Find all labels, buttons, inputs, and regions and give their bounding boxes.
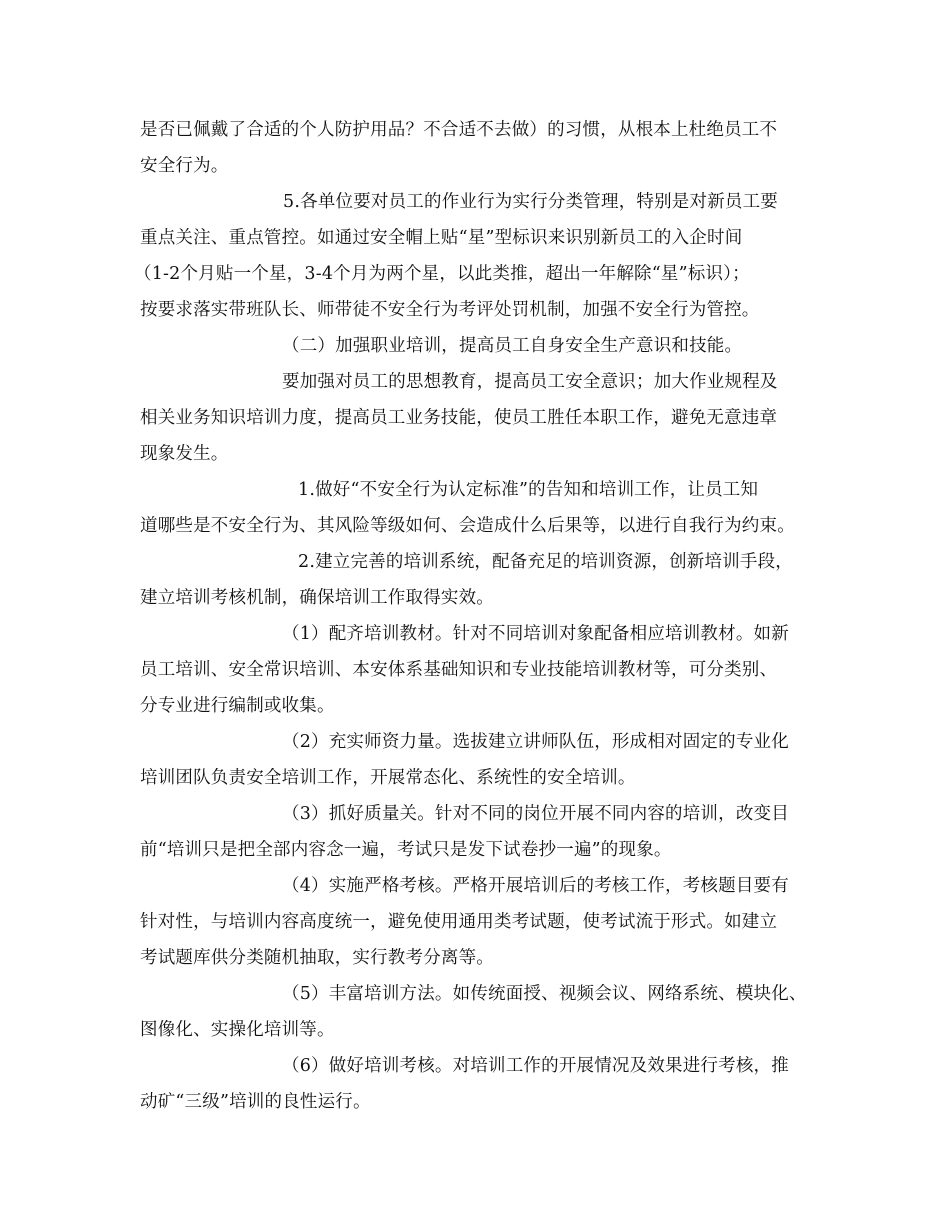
text-line: 重点关注、重点管控。如通过安全帽上贴“星”型标识来识别新员工的入企时间 — [140, 228, 743, 248]
text-line: （1-2个月贴一个星，3-4个月为两个星，以此类推，超出一年解除“星”标识）； — [134, 264, 750, 284]
text-line: （2）充实师资力量。选拔建立讲师队伍，形成相对固定的专业化 — [282, 732, 789, 752]
text-line: 针对性，与培训内容高度统一，避免使用通用类考试题，使考试流于形式。如建立 — [140, 912, 778, 932]
text-line: 图像化、实操化培训等。 — [140, 1020, 335, 1040]
text-line: 安全行为。 — [140, 156, 229, 176]
text-line: 考试题库供分类随机抽取，实行教考分离等。 — [140, 948, 494, 968]
text-line: 前“培训只是把全部内容念一遍，考试只是发下试卷抄一遍”的现象。 — [140, 840, 672, 860]
text-line: 相关业务知识培训力度，提高员工业务技能，使员工胜任本职工作，避免无意违章 — [140, 408, 778, 428]
section-heading: （二）加强职业培训，提高员工自身安全生产意识和技能。 — [282, 336, 743, 356]
text-line: 是否已佩戴了合适的个人防护用品？不合适不去做）的习惯，从根本上杜绝员工不 — [140, 120, 778, 140]
text-line: 1.做好“不安全行为认定标准”的告知和培训工作，让员工知 — [298, 480, 759, 500]
text-line: 分专业进行编制或收集。 — [140, 696, 335, 716]
text-line: 员工培训、安全常识培训、本安体系基础知识和专业技能培训教材等，可分类别、 — [140, 660, 778, 680]
text-line: 建立培训考核机制，确保培训工作取得实效。 — [140, 588, 494, 608]
text-line: （1）配齐培训教材。针对不同培训对象配备相应培训教材。如新 — [282, 624, 789, 644]
text-line: 按要求落实带班队长、师带徒不安全行为考评处罚机制，加强不安全行为管控。 — [140, 300, 760, 320]
text-line: （5）丰富培训方法。如传统面授、视频会议、网络系统、模块化、 — [282, 984, 807, 1004]
text-line: 道哪些是不安全行为、其风险等级如何、会造成什么后果等，以进行自我行为约束。 — [140, 516, 795, 536]
text-line: 2.建立完善的培训系统，配备充足的培训资源，创新培训手段， — [298, 552, 793, 572]
text-line: 5.各单位要对员工的作业行为实行分类管理，特别是对新员工要 — [283, 192, 778, 212]
text-line: （4）实施严格考核。严格开展培训后的考核工作，考核题目要有 — [282, 876, 789, 896]
text-line: 要加强对员工的思想教育，提高员工安全意识；加大作业规程及 — [282, 372, 778, 392]
text-line: （6）做好培训考核。对培训工作的开展情况及效果进行考核，推 — [282, 1056, 789, 1076]
text-line: 培训团队负责安全培训工作，开展常态化、系统性的安全培训。 — [140, 768, 636, 788]
text-line: （3）抓好质量关。针对不同的岗位开展不同内容的培训，改变目 — [282, 804, 789, 824]
text-line: 现象发生。 — [140, 444, 229, 464]
text-line: 动矿“三级”培训的良性运行。 — [140, 1092, 371, 1112]
